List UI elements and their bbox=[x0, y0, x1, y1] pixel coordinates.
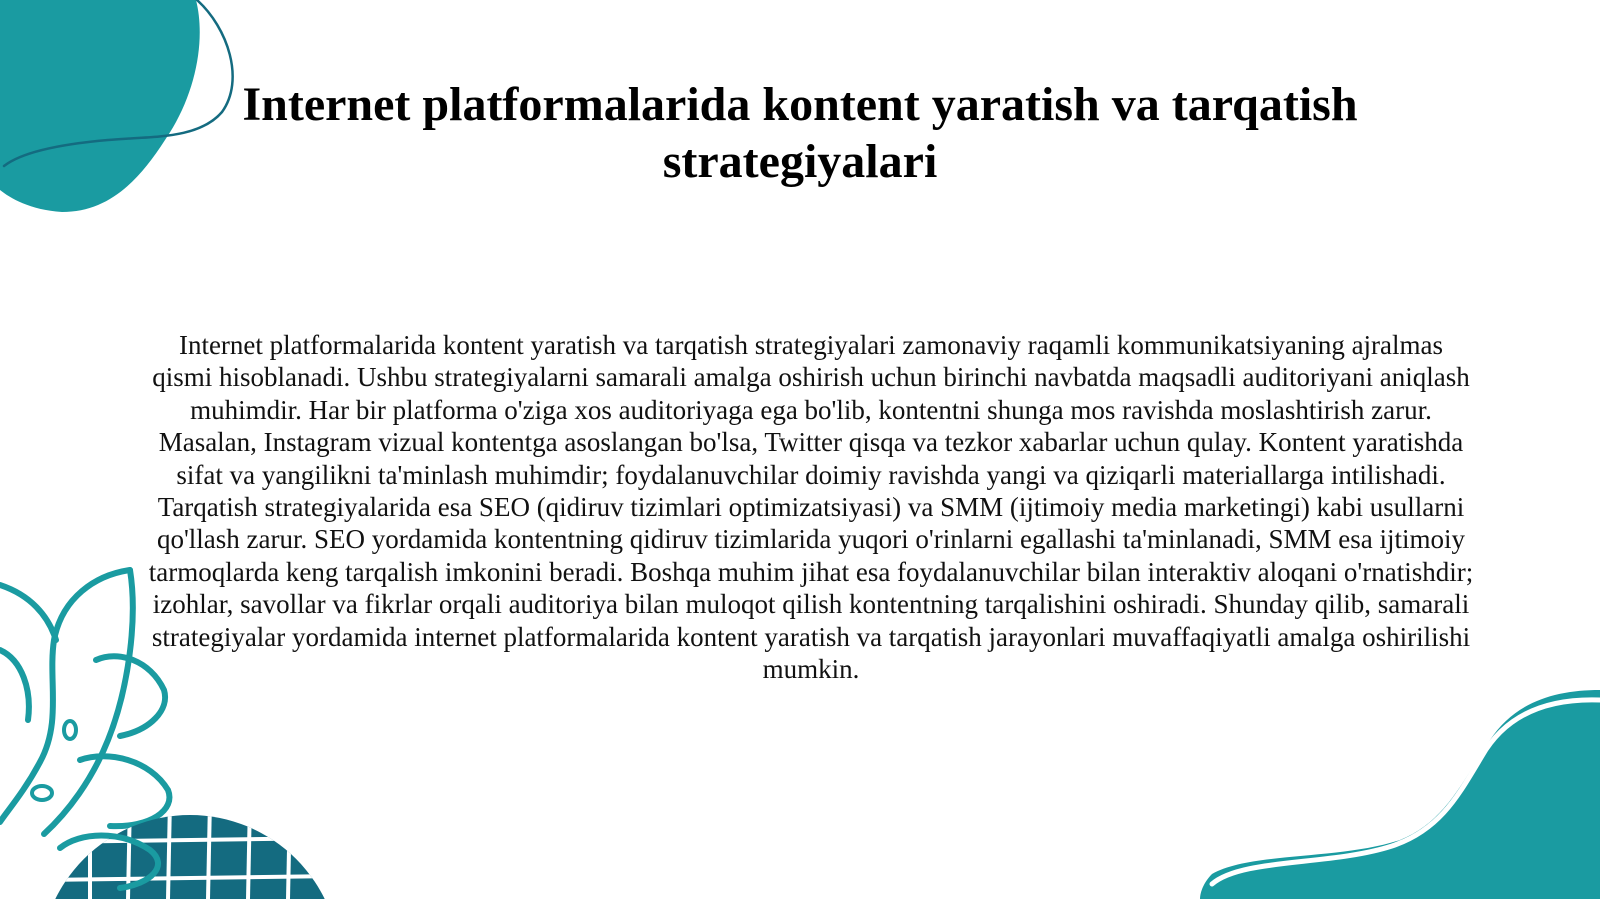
bottom-left-leaf-vein-1 bbox=[0, 585, 56, 640]
bottom-left-leaf-vein-2 bbox=[0, 650, 29, 720]
bottom-right-wave-line bbox=[1212, 700, 1600, 884]
bottom-left-leaf-vein-5 bbox=[60, 836, 158, 889]
bottom-left-leaf-dot-2 bbox=[32, 786, 52, 800]
bottom-left-leaf-vein-4 bbox=[80, 756, 169, 826]
bottom-left-leaf-dot-1 bbox=[64, 721, 76, 739]
slide-title: Internet platformalarida kontent yaratish va tarqatish strategiyalari bbox=[242, 78, 1358, 188]
bottom-left-circle bbox=[40, 815, 340, 899]
slide-body-text: Internet platformalarida kontent yaratish va tarqatish strategiyalari zamonaviy raqamli kommunikatsiyaning ajralmas qismi hisoblanadi. Ushbu strategiyalarni samarali amalga oshirish uchun birinchi navbatda maqsadli auditoriyani aniqlash muhimdir. Har bir platforma o'ziga xos auditoriyaga ega bo'lib, kontentni shunga mos ravishda moslashtirish zarur. Masalan, Instagram vizual kontentga asoslangan bo'lsa, Twitter qisqa va tezkor xabarlar uchun qulay. Kontent yaratishda sifat va yangilikni ta'minlash muhimdir; foydalanuvchilar doimiy ravishda yangi va qiziqarli materiallarga intilishadi. Tarqatish strategiyalarida esa SEO (qidiruv tizimlari optimizatsiyasi) va SMM (ijtimoiy media marketingi) kabi usullarni qo'llash zarur. SEO yordamida kontentning qidiruv tizimlarida yuqori o'rinlarni egallashi ta'minlanadi, SMM esa ijtimoiy tarmoqlarda keng tarqalish imkonini beradi. Boshqa muhim jihat esa foydalanuvchilar bilan interaktiv aloqani o'rnatishdir; izohlar, savollar va fikrlar orqali auditoriya bilan muloqot qilish kontentning tarqalishini oshiradi. Shunday qilib, samarali strategiyalar yordamida internet platformalarida kontent yaratish va tarqatish jarayonlari muvaffaqiyatli amalga oshirilishi mumkin. bbox=[148, 330, 1474, 685]
bottom-left-leaf bbox=[0, 570, 130, 822]
bottom-left-leaf-edge bbox=[44, 570, 133, 834]
bottom-left-grid bbox=[40, 800, 340, 899]
bottom-right-wave bbox=[1200, 690, 1600, 899]
